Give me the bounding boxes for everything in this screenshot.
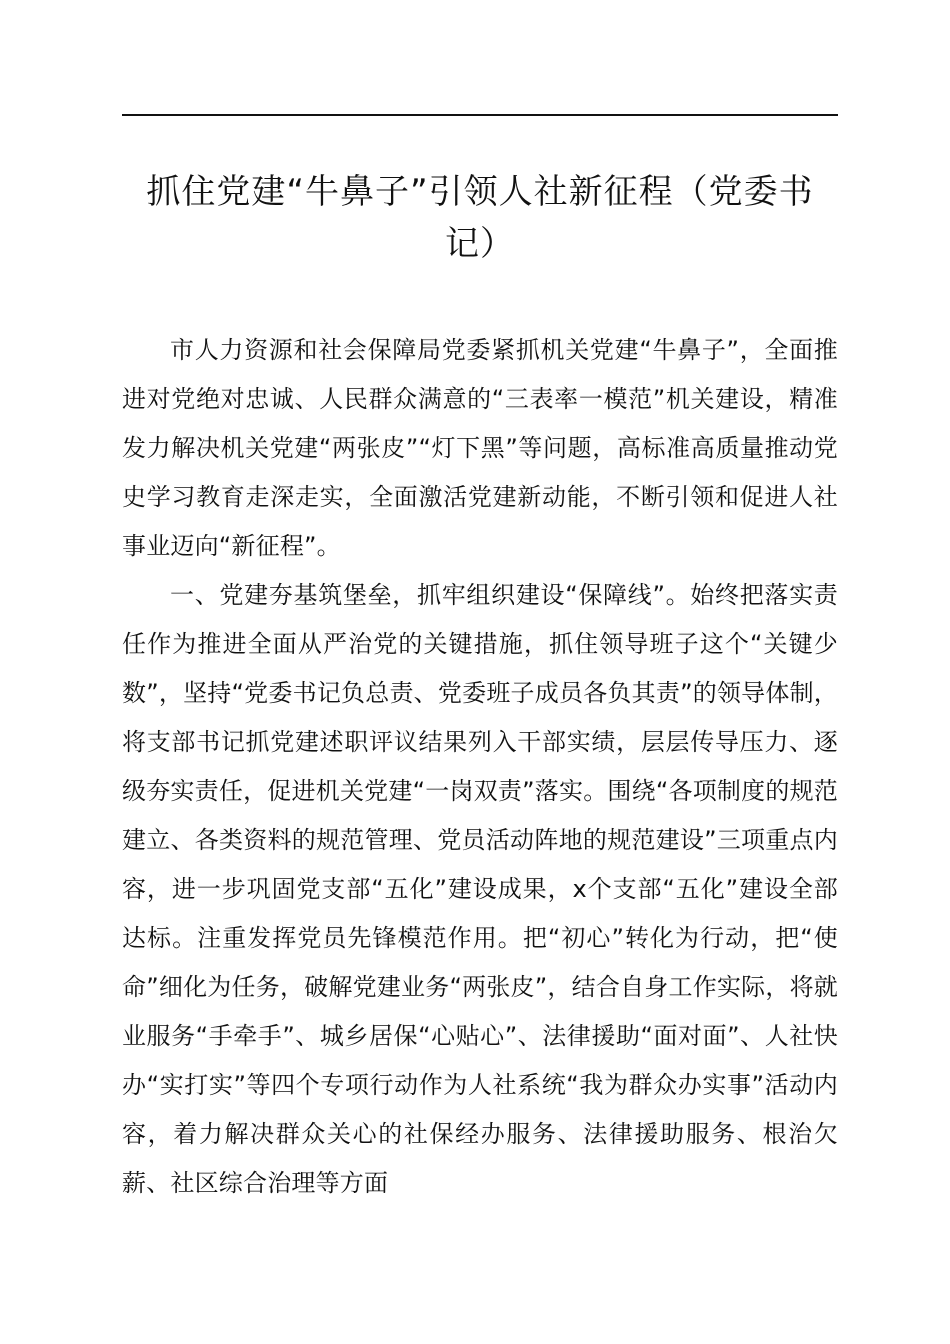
document-body (122, 326, 838, 1208)
header-rule (122, 114, 838, 116)
document-title: 抓住党建“牛鼻子”引领人社新征程（党委书记） (146, 172, 814, 264)
paragraph-section-1: 一、党建夯基筑堡垒，抓牢组织建设“保障线”。始终把落实责任作为推进全面从严治党的关键措施，抓住领导班子这个“关键少数”，坚持“党委书记负总责、党委班子成员各负其责”的领导体制，将支部书记抓党建述职评议结果列入干部实绩，层层传导压力、逐级夯实责任，促进机关党建“一岗双责”落实。围绕“各项制度的规范建立、各类资料的规范管理、党员活动阵地的规范建设”三项重点内容，进一步巩固党支部“五化”建设成果，x个支部“五化”建设全部达标。注重发挥党员先锋模范作用。把“初心”转化为行动，把“使命”细化为任务，破解党建业务“两张皮”，结合自身工作实际，将就业服务“手牵手”、城乡居保“心贴心”、法律援助“面对面”、人社快办“实打实”等四个专项行动作为人社系统“我为群众办实事”活动内容，着力解决群众关心的社保经办服务、法律援助服务、根治欠薪、社区综合治理等方面 (122, 581, 838, 1197)
paragraph-intro: 市人力资源和社会保障局党委紧抓机关党建“牛鼻子”，全面推进对党绝对忠诚、人民群众满意的“三表率一模范”机关建设，精准发力解决机关党建“两张皮”“灯下黑”等问题，高标准高质量推动党史学习教育走深走实，全面激活党建新动能，不断引领和促进人社事业迈向“新征程”。 (122, 336, 838, 560)
